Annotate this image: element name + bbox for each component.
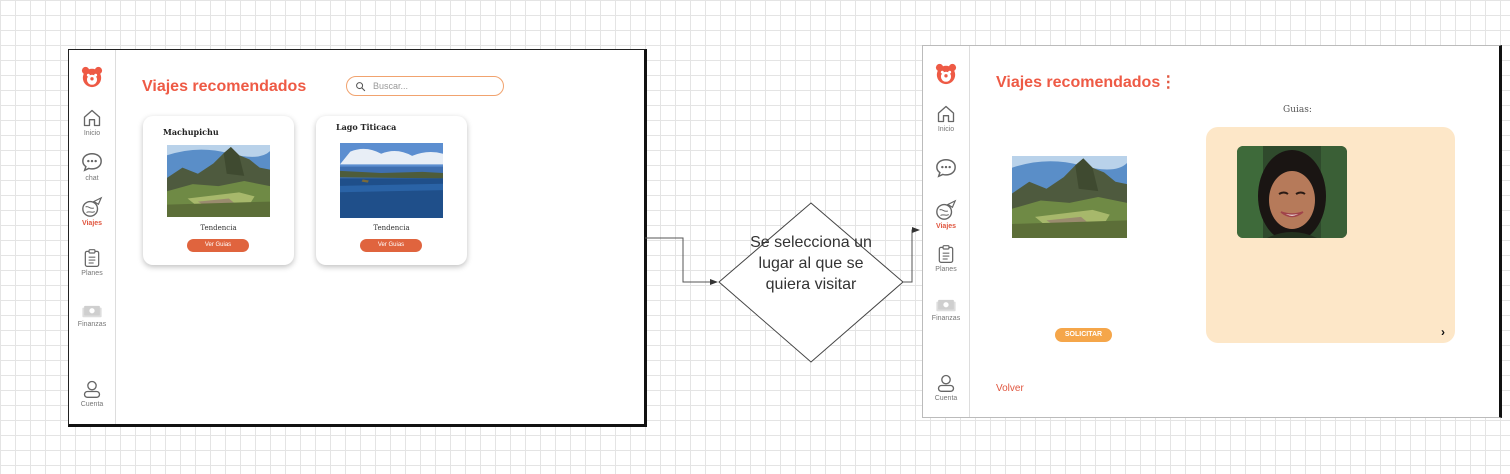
- guide-photo[interactable]: [1237, 146, 1347, 238]
- machupichu-image: [1012, 156, 1127, 238]
- ver-guias-button[interactable]: Ver Guias: [360, 239, 422, 252]
- sidebar-item-cuenta[interactable]: Cuenta: [69, 379, 115, 408]
- sidebar-item-chat[interactable]: chat: [69, 151, 115, 182]
- sidebar-item-viajes[interactable]: Viajes: [69, 196, 115, 227]
- sidebar-item-chat[interactable]: [923, 157, 969, 181]
- sidebar-item-planes[interactable]: Planes: [923, 244, 969, 273]
- sidebar-item-planes[interactable]: Planes: [69, 248, 115, 277]
- sidebar: [923, 46, 970, 417]
- clipboard-icon: [936, 244, 956, 264]
- bear-logo-icon[interactable]: [935, 63, 957, 85]
- sidebar-item-finanzas[interactable]: Finanzas: [923, 299, 969, 322]
- sidebar-item-cuenta[interactable]: Cuenta: [923, 373, 969, 402]
- more-options-icon[interactable]: ⋮: [1160, 74, 1177, 91]
- volver-link[interactable]: Volver: [996, 383, 1024, 394]
- card-title: Machupichu: [163, 127, 219, 137]
- app-frame-detail: [922, 45, 1502, 418]
- travel-icon: [935, 199, 957, 221]
- money-icon: [935, 299, 957, 313]
- card-tag: Tendencia: [373, 224, 410, 232]
- search-placeholder: Buscar...: [373, 81, 409, 91]
- card-title: Lago Titicaca: [336, 122, 397, 132]
- next-chevron-icon[interactable]: ›: [1441, 325, 1445, 339]
- sidebar-item-finanzas[interactable]: Finanzas: [69, 305, 115, 328]
- page-title: Viajes recomendados: [142, 78, 307, 95]
- sidebar-item-viajes[interactable]: Viajes: [923, 199, 969, 230]
- sidebar-item-inicio[interactable]: Inicio: [923, 104, 969, 133]
- chat-icon: [935, 157, 957, 179]
- decision-text: Se selecciona un lugar al que se quiera visitar: [750, 234, 872, 293]
- user-icon: [936, 373, 956, 393]
- card-tag: Tendencia: [200, 224, 237, 232]
- guide-panel: [1206, 127, 1455, 343]
- home-icon: [936, 104, 956, 124]
- solicitar-button[interactable]: SOLICITAR: [1055, 328, 1112, 342]
- sidebar-item-inicio[interactable]: Inicio: [69, 108, 115, 137]
- page-title-text: Viajes recomendados: [996, 74, 1161, 91]
- ver-guias-button[interactable]: Ver Guias: [187, 239, 249, 252]
- page-title: [996, 72, 1176, 92]
- guias-label: Guias:: [1283, 105, 1312, 115]
